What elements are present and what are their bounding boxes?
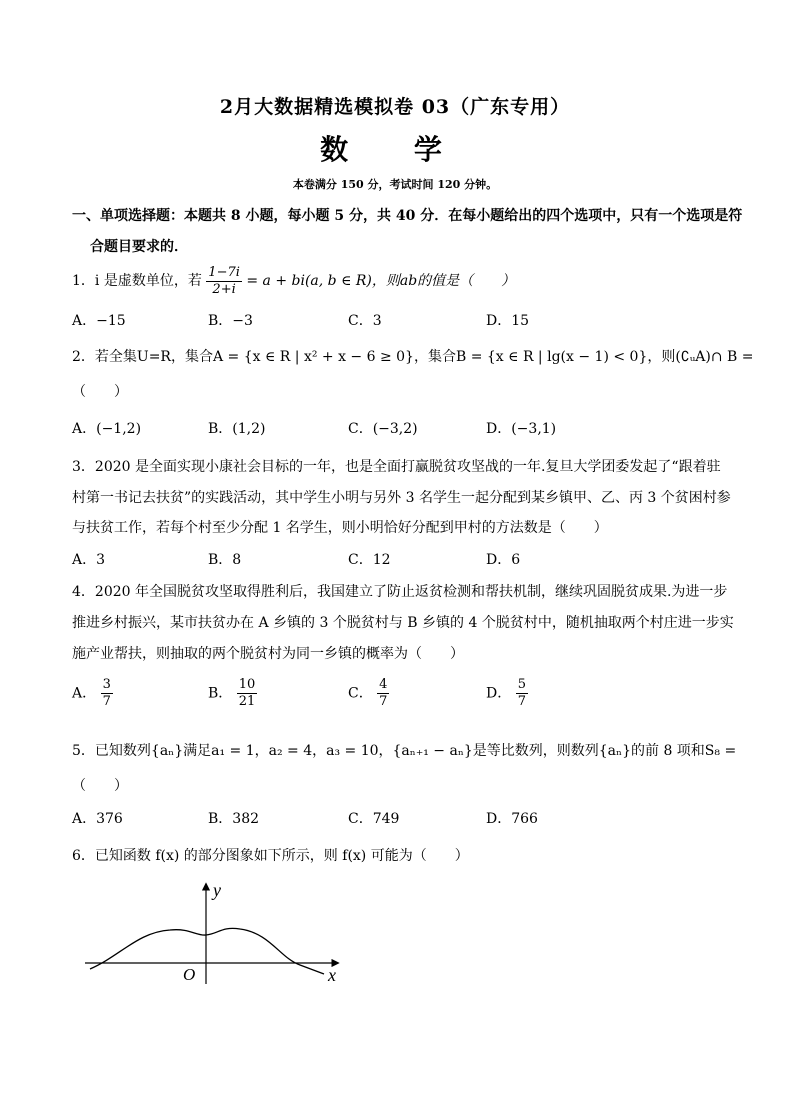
- q3-option-b[interactable]: B．8: [208, 552, 242, 568]
- question-2-line1: 2．若全集U=R，集合A = {x ∈ R | x² + x − 6 ≥ 0}，集合B = {x ∈ R | lg(x − 1) < 0}，则(∁ᵤA)∩ B =: [72, 349, 754, 365]
- q5-option-d[interactable]: D．766: [486, 811, 538, 827]
- question-6-line1: 6．已知函数 f(x) 的部分图象如下所示，则 f(x) 可能为（ ）: [72, 848, 469, 864]
- q3-option-d[interactable]: D．6: [486, 552, 521, 568]
- question-4-line1: 4．2020 年全国脱贫攻坚取得胜利后，我国建立了防止返贫检测和帮扶机制，继续巩固脱贫成果.为进一步: [72, 584, 728, 600]
- q1-option-c[interactable]: C．3: [348, 313, 382, 329]
- q5-option-b[interactable]: B．382: [208, 811, 260, 827]
- q4-option-c[interactable]: C． $\frac{4}{7}$: [348, 677, 388, 709]
- subject-heading: 数 学: [320, 133, 470, 166]
- q5-option-c[interactable]: C．749: [348, 811, 400, 827]
- q4-option-b[interactable]: B． $\frac{10}{21}$: [208, 677, 256, 709]
- question-3-line1: 3．2020 是全面实现小康社会目标的一年，也是全面打赢脱贫攻坚战的一年.复旦大学团委发起了“跟着驻: [72, 459, 721, 475]
- x-axis-label: x: [328, 965, 336, 985]
- q2-option-a[interactable]: A．(−1,2): [72, 421, 142, 437]
- function-graph: [80, 878, 350, 988]
- section-heading-line2: 合题目要求的．: [90, 239, 188, 255]
- q2-option-b[interactable]: B．(1,2): [208, 421, 266, 437]
- y-axis-label: y: [213, 880, 221, 900]
- question-1: 1．i 是虚数单位，若 $\frac{1-7i}{2+i}$ = a + bi(a, b ∈ R)，则ab的值是（ ）: [72, 264, 516, 297]
- q1-fraction: $\frac{1-7i}{2+i}$: [208, 264, 240, 297]
- q2-option-d[interactable]: D．(−3,1): [486, 421, 557, 437]
- q1-option-a[interactable]: A．−15: [72, 313, 126, 329]
- q4-option-a[interactable]: A． $\frac{3}{7}$: [72, 677, 111, 709]
- q3-option-c[interactable]: C．12: [348, 552, 391, 568]
- question-5-line1: 5．已知数列{aₙ}满足a₁ = 1，a₂ = 4，a₃ = 10，{aₙ₊₁ − aₙ}是等比数列，则数列{aₙ}的前 8 项和S₈ =: [72, 743, 737, 759]
- question-4-line2: 推进乡村振兴，某市扶贫办在 A 乡镇的 3 个脱贫村与 B 乡镇的 4 个脱贫村中，随机抽取两个村庄进一步实: [72, 615, 734, 631]
- exam-title: 2月大数据精选模拟卷 03（广东专用）: [219, 96, 571, 118]
- q1-option-b[interactable]: B．−3: [208, 313, 253, 329]
- question-5-line2: （ ）: [72, 778, 128, 794]
- q5-option-a[interactable]: A．376: [72, 811, 123, 827]
- exam-note: 本卷满分 150 分，考试时间 120 分钟。: [292, 178, 498, 191]
- function-curve: [90, 928, 324, 974]
- question-4-line3: 施产业帮扶，则抽取的两个脱贫村为同一乡镇的概率为（ ）: [72, 646, 464, 662]
- question-2-line2: （ ）: [72, 384, 128, 400]
- q2-option-c[interactable]: C．(−3,2): [348, 421, 418, 437]
- q4-option-d[interactable]: D． $\frac{5}{7}$: [486, 677, 526, 709]
- question-3-line2: 村第一书记去扶贫”的实践活动，其中学生小明与另外 3 名学生一起分配到某乡镇甲、乙、丙 3 个贫困村参: [72, 490, 731, 506]
- section-heading-line1: 一、单项选择题：本题共 8 小题，每小题 5 分，共 40 分．在每小题给出的四个选项中，只有一个选项是符: [72, 208, 743, 224]
- q3-option-a[interactable]: A．3: [72, 552, 106, 568]
- origin-label: O: [183, 965, 196, 984]
- question-3-line3: 与扶贫工作，若每个村至少分配 1 名学生，则小明恰好分配到甲村的方法数是（ ）: [72, 520, 608, 536]
- q1-option-d[interactable]: D．15: [486, 313, 530, 329]
